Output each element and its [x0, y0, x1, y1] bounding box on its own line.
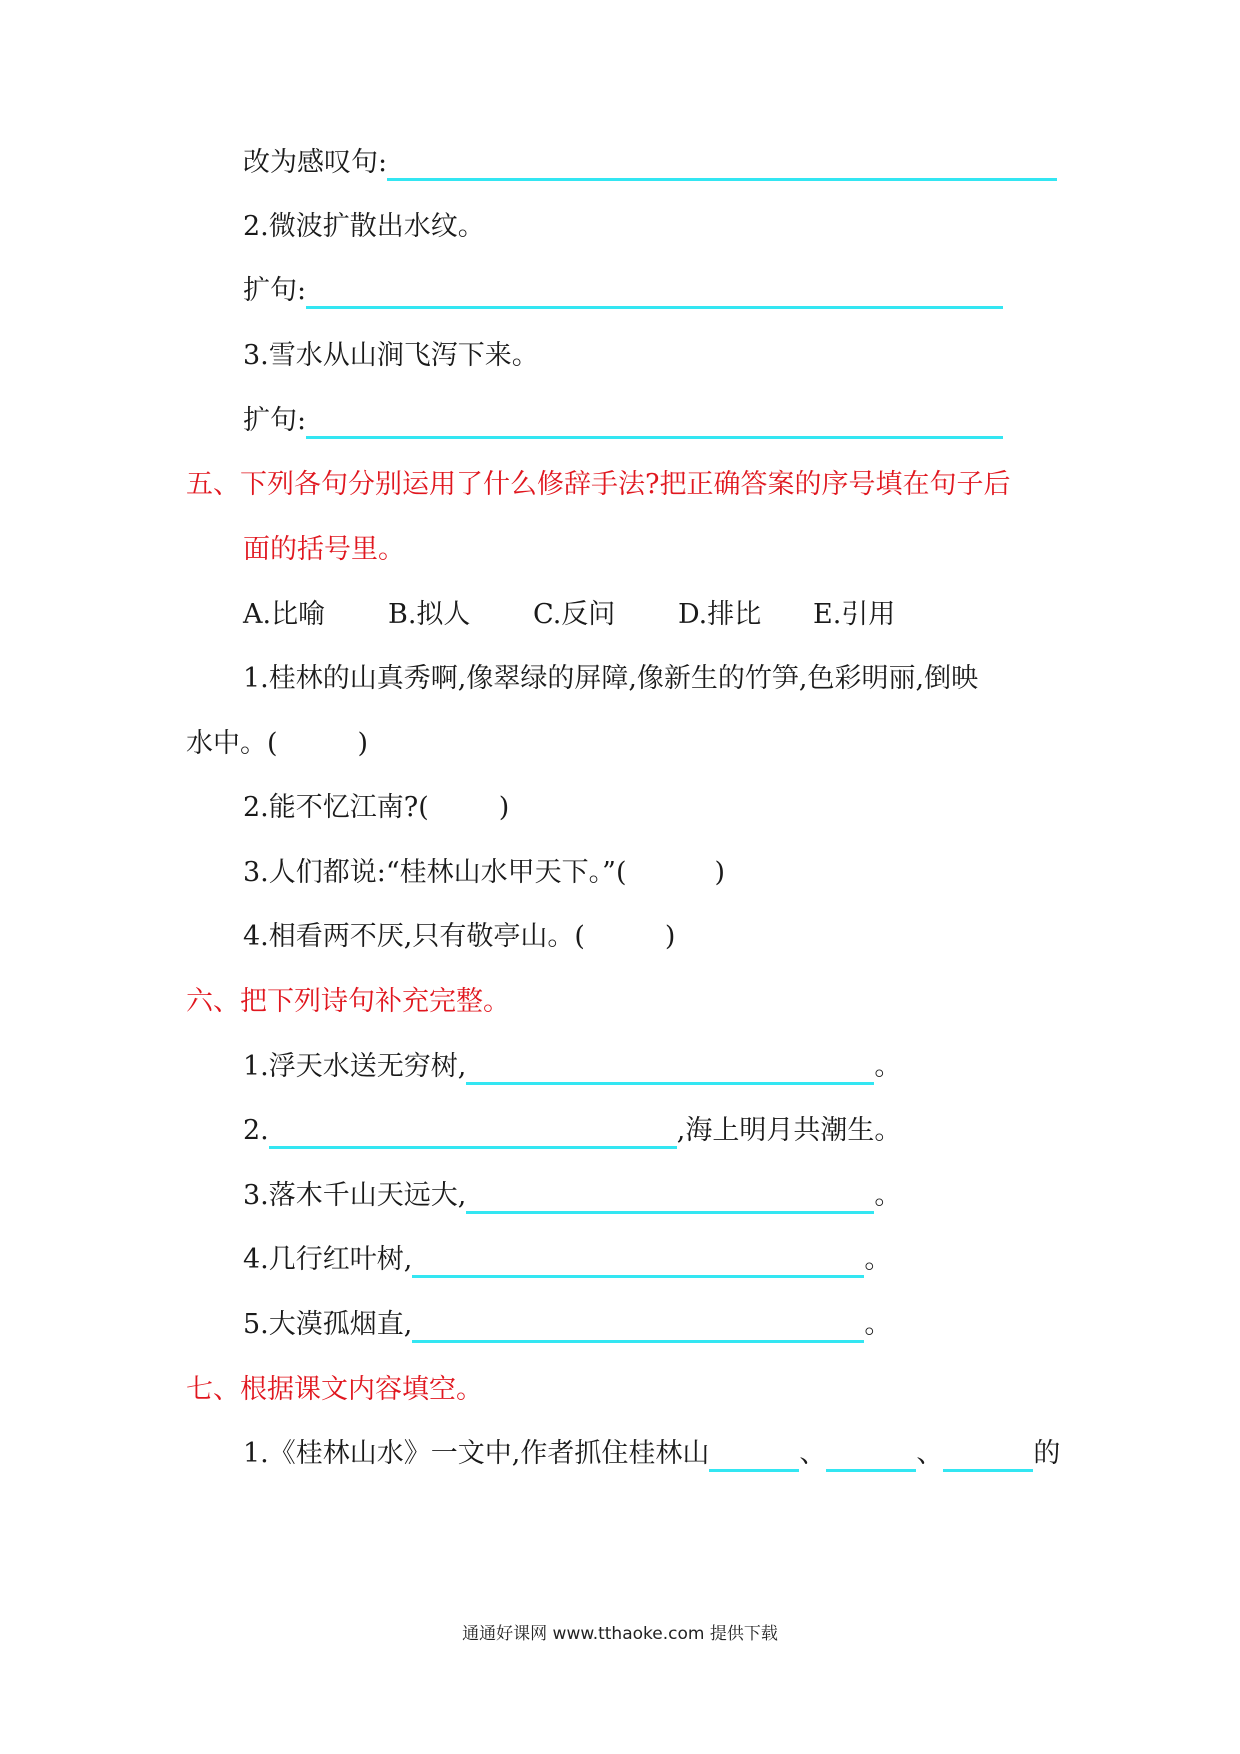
s5-question-4	[243, 919, 675, 955]
s6-question-2	[243, 1113, 901, 1149]
s7-q1-text: 1.《桂林山水》一文中,作者抓住桂林山	[243, 1438, 710, 1469]
s6-q3-text: 3.落木千山天远大,	[243, 1180, 467, 1211]
s6-q4-text: 4.几行红叶树,	[243, 1244, 413, 1275]
paren-open: (	[574, 921, 585, 952]
expand-label: 扩句:	[243, 405, 307, 436]
s4-question-2: 2.微波扩散出水纹。	[243, 211, 485, 242]
option-a: A.比喻	[243, 599, 326, 630]
paren-close: )	[664, 921, 676, 952]
option-d: D.排比	[678, 599, 762, 630]
s6-q1-text: 1.浮天水送无穷树,	[243, 1051, 467, 1082]
s5-q4-text: 4.相看两不厌,只有敬亭山。	[243, 921, 575, 952]
s6-q5-text: 5.大漠孤烟直,	[243, 1309, 413, 1340]
s6-question-5	[243, 1307, 891, 1343]
option-b: B.拟人	[388, 599, 471, 630]
s6-q1-answer-blank[interactable]	[466, 1058, 874, 1085]
s6-question-3	[243, 1178, 901, 1214]
paren-open: (	[267, 728, 278, 759]
paren-close: )	[357, 728, 369, 759]
exclaim-answer-blank[interactable]	[387, 154, 1057, 181]
exclaim-label: 改为感叹句:	[243, 147, 388, 178]
exclaim-line	[243, 145, 1057, 181]
s6-q2-number: 2.	[243, 1115, 269, 1146]
section6-heading: 六、把下列诗句补充完整。	[186, 986, 510, 1017]
s7-q1-blank-3[interactable]	[943, 1445, 1033, 1472]
s4-q2-expand-line	[243, 273, 1003, 309]
paren-close: )	[498, 792, 510, 823]
s7-q1-tail: 的	[1033, 1438, 1061, 1469]
page-footer: 通通好课网 www.tthaoke.com 提供下载	[462, 1624, 778, 1644]
option-c: C.反问	[533, 599, 616, 630]
expand-label: 扩句:	[243, 275, 307, 306]
s5-question-1-line2	[186, 726, 368, 762]
s6-q4-answer-blank[interactable]	[412, 1251, 864, 1278]
s5-question-2	[243, 790, 509, 826]
s5-q3-text: 3.人们都说:“桂林山水甲天下。”	[243, 857, 616, 888]
paren-open: (	[418, 792, 429, 823]
section5-heading-line1: 五、下列各句分别运用了什么修辞手法?把正确答案的序号填在句子后	[186, 469, 1011, 500]
s4-q3-expand-line	[243, 403, 1003, 439]
period: 。	[864, 1244, 892, 1275]
separator: 、	[799, 1438, 827, 1469]
s6-q3-answer-blank[interactable]	[466, 1187, 874, 1214]
s5-q2-text: 2.能不忆江南?	[243, 792, 419, 823]
period: 。	[874, 1180, 902, 1211]
s7-q1-blank-1[interactable]	[709, 1445, 799, 1472]
s5-question-3	[243, 855, 725, 891]
s5-q1-text: 水中。	[186, 728, 267, 759]
paren-close: )	[714, 857, 726, 888]
separator: 、	[916, 1438, 944, 1469]
s6-q5-answer-blank[interactable]	[412, 1316, 864, 1343]
s5-question-1-line1: 1.桂林的山真秀啊,像翠绿的屏障,像新生的竹笋,色彩明丽,倒映	[243, 663, 979, 694]
paren-open: (	[615, 857, 627, 888]
s6-question-1	[243, 1049, 901, 1085]
s4-q2-answer-blank[interactable]	[306, 282, 1003, 309]
section7-heading: 七、根据课文内容填空。	[186, 1374, 483, 1405]
s6-q2-text: ,海上明月共潮生。	[676, 1115, 902, 1146]
s4-q3-answer-blank[interactable]	[306, 412, 1003, 439]
s6-question-4	[243, 1242, 891, 1278]
s4-question-3: 3.雪水从山涧飞泻下来。	[243, 340, 539, 371]
period: 。	[874, 1051, 902, 1082]
period: 。	[864, 1309, 892, 1340]
s7-q1-blank-2[interactable]	[826, 1445, 916, 1472]
option-e: E.引用	[813, 599, 896, 630]
s7-question-1	[243, 1436, 1060, 1472]
options-row	[243, 597, 895, 633]
s6-q2-answer-blank[interactable]	[269, 1122, 677, 1149]
section5-heading-line2: 面的括号里。	[243, 534, 405, 565]
